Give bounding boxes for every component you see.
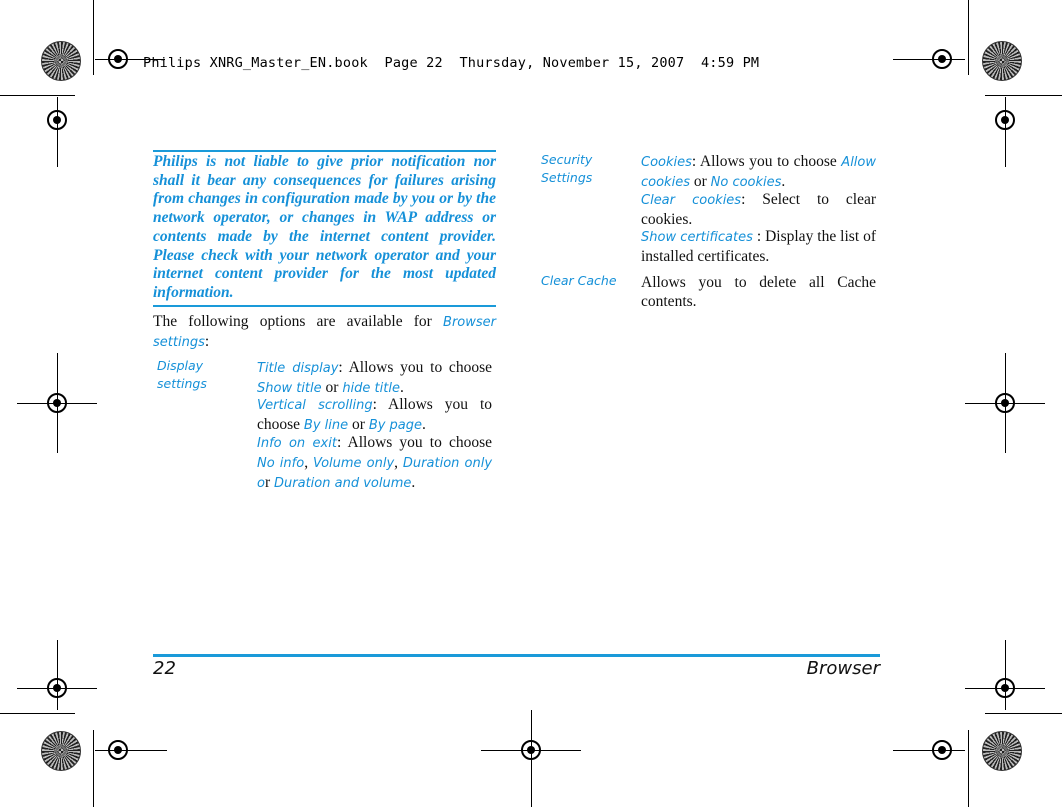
- allow-cookies-option: Allow cookies: [641, 155, 876, 190]
- registration-mark-icon: [108, 49, 128, 69]
- color-bar-starburst-icon: [982, 731, 1022, 771]
- color-bar-starburst-icon: [41, 41, 81, 81]
- duration-only-option: Duration only o: [257, 456, 493, 491]
- book-header-line: Philips XNRG_Master_EN.book Page 22 Thursday, November 15, 2007 4:59 PM: [143, 55, 760, 71]
- title-display-entry: Title display: Allows you to choose Show title or hide title.: [257, 359, 492, 396]
- registration-mark-icon: [995, 393, 1015, 413]
- show-certificates-term: Show certificates: [641, 230, 753, 245]
- clear-cookies-term: Clear cookies: [641, 193, 742, 208]
- color-bar-starburst-icon: [41, 731, 81, 771]
- section-title: Browser: [806, 658, 880, 679]
- registration-mark-icon: [932, 49, 952, 69]
- show-certificates-entry: Show certificates : Display the list of installed certificates.: [641, 228, 876, 265]
- clear-cache-label: Clear Cache: [541, 273, 617, 288]
- registration-mark-icon: [995, 678, 1015, 698]
- clear-cookies-entry: Clear cookies: Select to clear cookies.: [641, 191, 876, 228]
- intro-colon: :: [204, 333, 210, 350]
- by-line-option: By line: [303, 418, 349, 433]
- notice-bottom-rule: [153, 305, 496, 307]
- by-page-option: By page: [368, 418, 423, 433]
- info-on-exit-term: Info on exit: [257, 436, 337, 451]
- registration-mark-icon: [521, 740, 541, 760]
- vertical-scrolling-entry: Vertical scrolling: Allows you to choose By line or By page.: [257, 396, 492, 433]
- display-settings-label: Display settings: [157, 358, 207, 391]
- cookies-entry: Cookies: Allows you to choose Allow cookies or No cookies.: [641, 153, 876, 190]
- intro-text: The following options are available for: [153, 313, 432, 330]
- vertical-scrolling-term: Vertical scrolling: [257, 398, 373, 413]
- title-display-term: Title display: [257, 361, 339, 376]
- registration-mark-icon: [47, 110, 67, 130]
- no-cookies-option: No cookies: [710, 175, 782, 190]
- registration-mark-icon: [995, 110, 1015, 130]
- show-title-option: Show title: [257, 381, 322, 396]
- notice-top-rule: [153, 150, 496, 152]
- registration-mark-icon: [47, 678, 67, 698]
- browser-settings-link: Browser settings: [153, 315, 497, 350]
- registration-mark-icon: [932, 740, 952, 760]
- registration-mark-icon: [108, 740, 128, 760]
- page-number: 22: [153, 658, 176, 679]
- duration-and-volume-option: Duration and volume: [274, 476, 412, 491]
- no-info-option: No info: [257, 456, 305, 471]
- intro-paragraph: [153, 312, 496, 352]
- cookies-term: Cookies: [641, 155, 692, 170]
- liability-notice: Philips is not liable to give prior notification nor shall it bear any consequences for failures arising from changes in configuration made by you or by the network operator, or changes in WAP address or contents made by the internet content provider. Please check with your network operator and your internet content provider for the most updated information.: [153, 153, 496, 301]
- color-bar-starburst-icon: [982, 41, 1022, 81]
- registration-mark-icon: [47, 393, 67, 413]
- volume-only-option: Volume only: [312, 456, 395, 471]
- info-on-exit-entry: Info on exit: Allows you to choose No info, Volume only, Duration only or Duration and volume.: [257, 434, 493, 491]
- hide-title-option: hide title: [342, 381, 400, 396]
- clear-cache-description: Allows you to delete all Cache contents.: [641, 274, 876, 310]
- security-settings-label: Security Settings: [541, 152, 593, 185]
- footer-rule: [153, 654, 880, 657]
